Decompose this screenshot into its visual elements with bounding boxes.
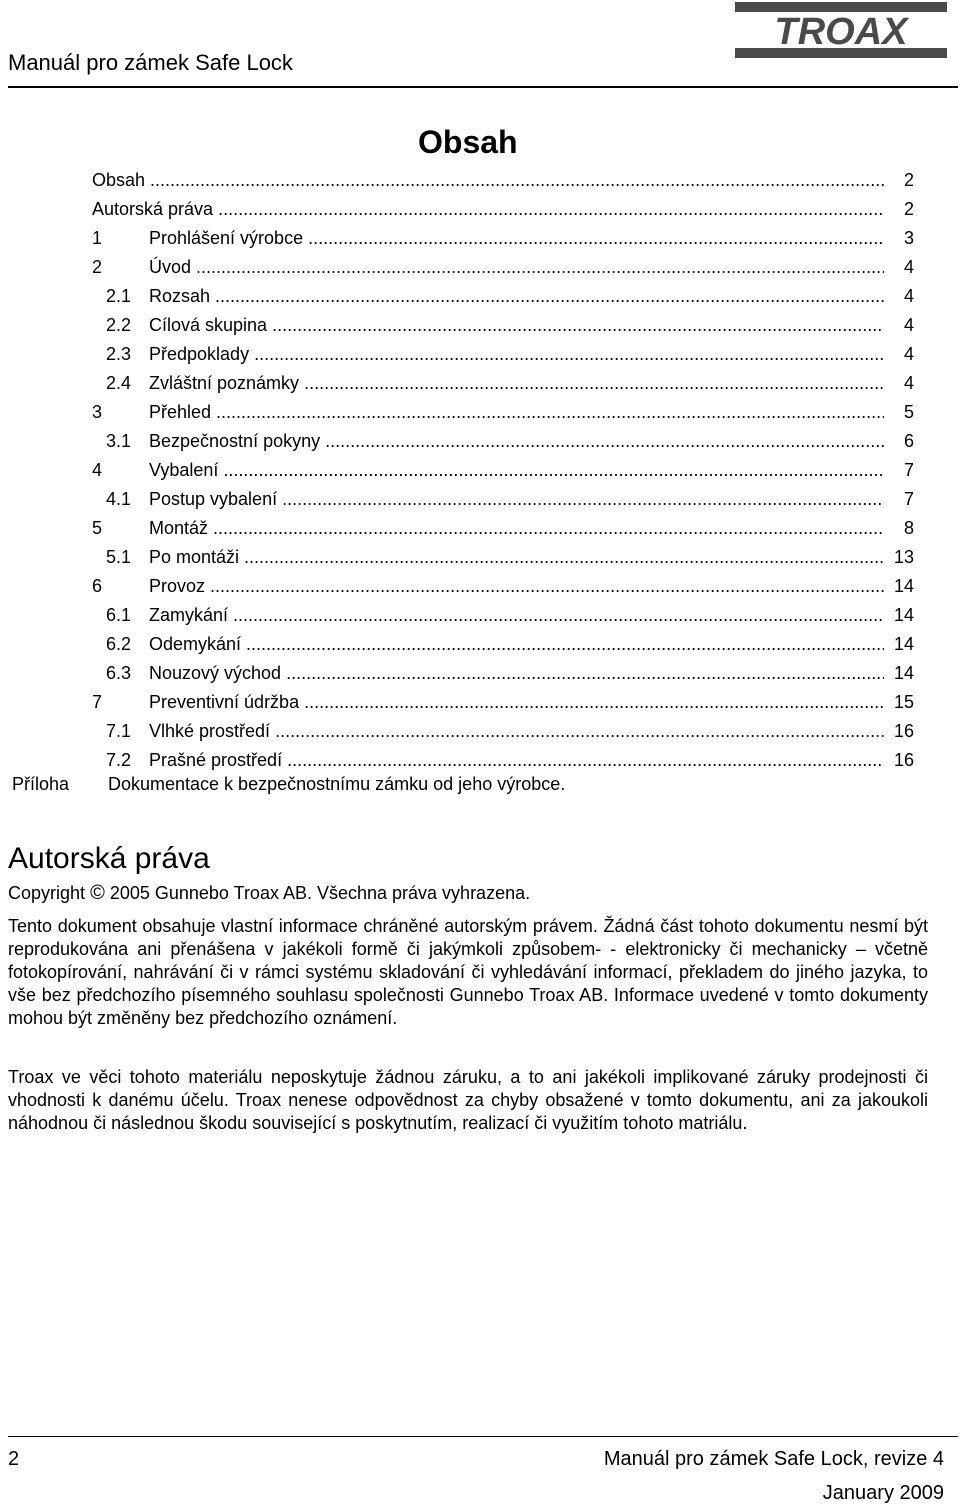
toc-entry-title: Bezpečnostní pokyny ..... (149, 427, 884, 456)
toc-entry-title: Po montáži ..... (149, 543, 884, 572)
toc-entry-title: Rozsah ..... (149, 282, 884, 311)
toc-entry-page: 3 (904, 224, 914, 253)
toc-entry[interactable] (92, 543, 914, 572)
toc-entry-number: 7 (92, 692, 103, 712)
toc-entry-page: 7 (904, 485, 914, 514)
header-title: Manuál pro zámek Safe Lock (8, 50, 293, 75)
toc-entry[interactable] (92, 253, 914, 282)
toc-entry[interactable] (92, 195, 914, 224)
toc-entry-number: 6.3 (106, 663, 132, 683)
toc-entry-title: Úvod ..... (149, 253, 884, 282)
toc-entry-number: 5 (92, 518, 103, 538)
toc-entry[interactable] (92, 456, 914, 485)
toc-entry[interactable] (92, 224, 914, 253)
footer-doc-title: Manuál pro zámek Safe Lock, revize 4 (603, 1448, 944, 1470)
toc-entry-page: 14 (894, 630, 914, 659)
toc-entry-title: Preventivní údržba ..... (149, 688, 884, 717)
copyright-symbol-icon: © (90, 882, 105, 904)
footer-page-number: 2 (8, 1448, 20, 1470)
toc-entry-title: Vybalení ..... (149, 456, 884, 485)
toc-entry-page: 16 (894, 717, 914, 746)
toc-entry-page: 4 (904, 311, 914, 340)
toc-entry[interactable] (92, 572, 914, 601)
toc-entry-number: 6.2 (106, 634, 132, 654)
toc-entry-page: 5 (904, 398, 914, 427)
toc-entry-number: 3.1 (106, 431, 132, 451)
toc-entry-number: 2 (92, 257, 103, 277)
toc-entry-number: 7.1 (106, 721, 132, 741)
toc-entry-title: Nouzový východ ..... (149, 659, 884, 688)
toc-entry-number: 2.2 (106, 315, 132, 335)
toc-entry-number: 5.1 (106, 547, 132, 567)
copyright-paragraph-2: Troax ve věci tohoto materiálu neposkytuje žádnou záruku, a to ani jakékoli implikované záruky prodejnosti či vhodnosti k danému účelu. Troax nenese odpovědnost za chyby obsažené v tomto dokumentu, ani za jakoukoli náhodnou či následnou škodu související s poskytnutím, realizací či využitím tohoto matriálu. (8, 1067, 928, 1133)
toc-entry-number: 4.1 (106, 489, 132, 509)
toc-entry-number: 2.4 (106, 373, 132, 393)
toc-entry-page: 4 (904, 369, 914, 398)
footer-rule (8, 1436, 958, 1437)
toc-entry[interactable] (92, 717, 914, 746)
toc-entry-page: 6 (904, 427, 914, 456)
toc-entry-page: 4 (904, 282, 914, 311)
toc-entry-number: 2.1 (106, 286, 132, 306)
toc-entry-title: Montáž ..... (149, 514, 884, 543)
toc-entry-number: 1 (92, 228, 103, 248)
toc-entry[interactable] (92, 282, 914, 311)
toc-entry[interactable] (92, 166, 914, 195)
toc-entry-title: Postup vybalení ..... (149, 485, 884, 514)
toc-entry-page: 15 (894, 688, 914, 717)
toc-entry-title: Zvláštní poznámky ..... (149, 369, 884, 398)
toc-entry[interactable] (92, 485, 914, 514)
toc-entry-title: Prohlášení výrobce ..... (149, 224, 884, 253)
toc-entry[interactable] (92, 427, 914, 456)
toc-entry[interactable] (92, 398, 914, 427)
toc-entry-number: 2.3 (106, 344, 132, 364)
toc-entry-page: 14 (894, 601, 914, 630)
copyright-text: 2005 Gunnebo Troax AB. Všechna práva vyhrazena. (109, 883, 531, 903)
copyright-heading: Autorská práva (8, 842, 210, 875)
toc-entry-title: Cílová skupina ..... (149, 311, 884, 340)
troax-logo (735, 2, 947, 58)
copyright-line (8, 880, 530, 906)
toc-entry-page: 7 (904, 456, 914, 485)
toc-entry-title: Předpoklady ..... (149, 340, 884, 369)
toc-entry[interactable] (92, 514, 914, 543)
copyright-prefix: Copyright (8, 883, 86, 903)
toc-entry[interactable] (92, 659, 914, 688)
toc-entry[interactable] (92, 688, 914, 717)
toc-entry-title: Vlhké prostředí ..... (149, 717, 884, 746)
toc-entry-page: 2 (904, 166, 914, 195)
toc-entry-page: 16 (894, 746, 914, 775)
toc-entry-number: 6.1 (106, 605, 132, 625)
annex-text: Dokumentace k bezpečnostnímu zámku od jeho výrobce. (108, 774, 566, 794)
toc-entry[interactable] (92, 630, 914, 659)
toc-entry-title: Autorská práva ..... (92, 195, 884, 224)
toc-entry[interactable] (92, 340, 914, 369)
toc-entry-page: 13 (894, 543, 914, 572)
copyright-paragraph-1: Tento dokument obsahuje vlastní informace chráněné autorským právem. Žádná část tohoto dokumentu nesmí být reprodukována ani přenášena v jakékoli formě či jakýmkoli způsobem- - elektronicky či mechanicky – včetně fotokopírování, nahrávání či v rámci systému skladování či vyhledávání informací, překladem do jiného jazyka, to vše bez předchozího písemného souhlasu společnosti Gunnebo Troax AB. Informace uvedené v tomto dokumenty mohou být změněny bez předchozího oznámení. (8, 916, 928, 1028)
toc-entry-title: Obsah ..... (92, 166, 884, 195)
toc-entry-number: 4 (92, 460, 103, 480)
toc-entry-title: Zamykání ..... (149, 601, 884, 630)
toc-entry-page: 4 (904, 253, 914, 282)
toc-entry-number: 3 (92, 402, 103, 422)
toc-entry[interactable] (92, 311, 914, 340)
toc-entry-title: Provoz ..... (149, 572, 884, 601)
toc-entry-title: Prašné prostředí ..... (149, 746, 884, 775)
annex-label: Příloha (12, 774, 70, 794)
toc-entry-page: 14 (894, 572, 914, 601)
toc-entry-page: 4 (904, 340, 914, 369)
toc-entry-page: 8 (904, 514, 914, 543)
toc-entry-title: Přehled ..... (149, 398, 884, 427)
toc-entry-number: 7.2 (106, 750, 132, 770)
svg-text:TROAX: TROAX (774, 11, 908, 53)
toc-heading: Obsah (418, 124, 518, 160)
toc-entry-number: 6 (92, 576, 103, 596)
toc-entry-page: 14 (894, 659, 914, 688)
footer-date: January 2009 (822, 1482, 944, 1504)
header-rule (8, 86, 958, 88)
toc-entry[interactable] (92, 369, 914, 398)
toc-entry[interactable] (92, 601, 914, 630)
toc-entry-title: Odemykání ..... (149, 630, 884, 659)
toc-entry-page: 2 (904, 195, 914, 224)
